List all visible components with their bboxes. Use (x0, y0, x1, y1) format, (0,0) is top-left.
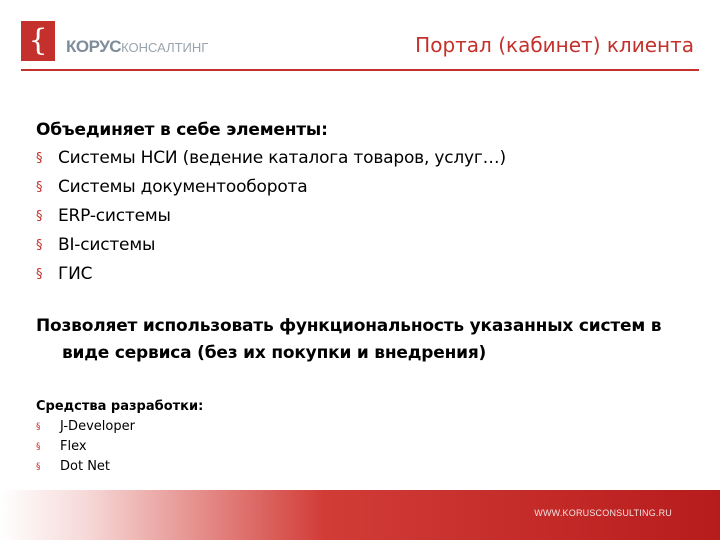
list-item-text: Flex (60, 439, 87, 454)
bullet-icon: § (36, 209, 43, 224)
list-item-text: Dot Net (60, 459, 111, 474)
bullet-icon: § (36, 238, 43, 253)
logo-brace-glyph: { (28, 23, 48, 58)
elements-heading: Объединяет в себе элементы: (36, 120, 328, 140)
bullet-icon: § (36, 422, 41, 432)
dev-tools-heading: Средства разработки: (36, 399, 204, 414)
list-item (36, 437, 696, 457)
list-item (36, 457, 696, 477)
footer-url: WWW.KORUSCONSULTING.RU (534, 508, 672, 518)
list-item-text: ГИС (58, 264, 93, 284)
list-item (36, 417, 696, 437)
bullet-icon: § (36, 267, 43, 282)
list-item (36, 260, 696, 289)
list-item (36, 231, 696, 260)
list-item (36, 202, 696, 231)
list-item-text: BI-системы (58, 235, 156, 255)
bullet-icon: § (36, 442, 41, 452)
logo-mark (21, 21, 55, 61)
service-paragraph: Позволяет использовать функциональность указанных систем в виде сервиса (без их покупки и внедрения) (36, 316, 662, 363)
list-item (36, 144, 696, 173)
list-item-text: Системы НСИ (ведение каталога товаров, услуг…) (58, 148, 506, 168)
bullet-icon: § (36, 151, 43, 166)
header-divider (21, 69, 699, 71)
list-item-text: ERP-системы (58, 206, 171, 226)
bullet-icon: § (36, 180, 43, 195)
bullet-icon: § (36, 462, 41, 472)
list-item-text: Системы документооборота (58, 177, 308, 197)
elements-list (36, 144, 696, 289)
list-item-text: J-Developer (60, 419, 135, 434)
logo-wordmark-korus: КОРУС (66, 37, 122, 56)
slide-content (36, 116, 696, 477)
logo-wordmark (66, 37, 208, 57)
page-title: Портал (кабинет) клиента (415, 33, 694, 57)
dev-tools-list (36, 417, 696, 477)
logo-wordmark-consulting: КОНСАЛТИНГ (121, 40, 209, 55)
list-item (36, 173, 696, 202)
